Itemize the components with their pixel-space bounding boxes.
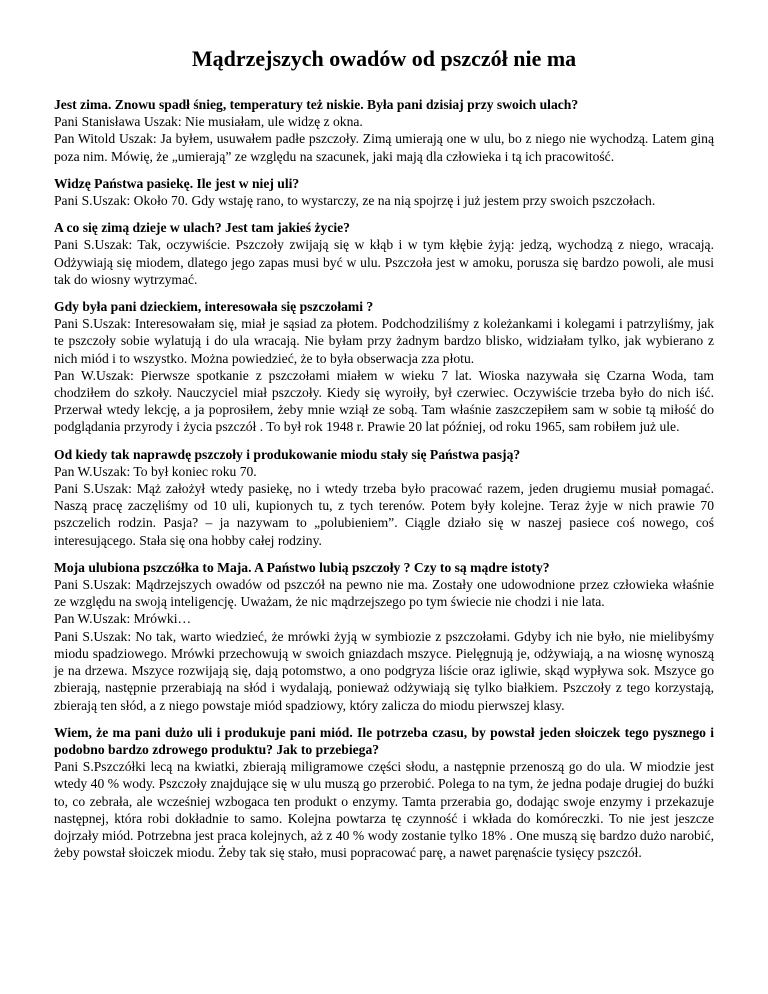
section-4 — [54, 298, 714, 436]
answer-3-1: Pani S.Uszak: Tak, oczywiście. Pszczoły zwijają się w kłąb i w tym kłębie żyją: jedzą, wychodzą z niego, wracają. Odżywiają się miodem, dlatego jego zapas musi być w ulu. Pszczoła jest w amoku, porusza się bardzo powoli, ale musi tak do wiosny wytrzymać. — [54, 237, 714, 287]
section-6 — [54, 559, 714, 714]
answer-2-1: Pani S.Uszak: Około 70. Gdy wstaję rano, to wystarczy, ze na nią spojrzę i już jestem przy swoich pszczołach. — [54, 193, 656, 209]
section-1 — [54, 96, 714, 165]
section-2 — [54, 175, 714, 209]
question-6: Moja ulubiona pszczółka to Maja. A Państwo lubią pszczoły ? Czy to są mądre istoty? — [54, 559, 550, 575]
answer-6-3: Pani S.Uszak: No tak, warto wiedzieć, że mrówki żyją w symbiozie z pszczołami. Gdyby ich nie było, nie mielibyśmy miodu spadziowego. Mrówki przechowują w swoich gniazdach mszyce. Pielęgnują je, odżywiają, a na wiosnę wynoszą je na drzewa. Mszyce rozwijają się, dają potomstwo, a ono podgryza liście oraz igliwie, skąd wypływa sok. Mszyce go zbierają, następnie przerabiają na słód i wydalają, ponieważ odżywiają się tylko białkiem. Pszczoły z tego korzystają, zbierają ten słód, a z niego powstaje miód spadziowy, który zalicza do miodu pierwszej klasy. — [54, 628, 714, 713]
answer-1-2: Pan Witold Uszak: Ja byłem, usuwałem padłe pszczoły. Zimą umierają one w ulu, bo z niego nie wychodzą. Latem giną poza nim. Mówię, że „umierają” ze względu na szacunek, jaki mają dla człowieka i tą ich pracowitość. — [54, 131, 714, 164]
section-5 — [54, 446, 714, 549]
answer-6-1: Pani S.Uszak: Mądrzejszych owadów od pszczół na pewno nie ma. Zostały one udowodnione przez człowieka właśnie ze względu na swoją inteligencję. Uważam, że nic mądrzejszego po tym świecie nie chodzi i nie lata. — [54, 577, 714, 610]
page-title: Mądrzejszych owadów od pszczół nie ma — [191, 46, 577, 71]
answer-1-1: Pani Stanisława Uszak: Nie musiałam, ule widzę z okna. — [54, 114, 363, 130]
question-4: Gdy była pani dzieckiem, interesowała się pszczołami ? — [54, 299, 374, 315]
answer-7-1: Pani S.Pszczółki lecą na kwiatki, zbierają miligramowe części słodu, a następnie przenoszą go do ula. W miodzie jest wtedy 40 % wody. Pszczoły znajdujące się w ulu muszą go przerobić. Polega to na tym, że jedna podaje drugiej do buźki to, co zebrała, ale wcześniej wzbogaca ten produkt o enzymy. Tamta przerabia go, dodając swoje enzymy i przekazuje następnej, która robi dokładnie to samo. Kolejna powtarza tę czynność i wkłada do komóreczki. To nie jest jeszcze dojrzały miód. Potrzebna jest praca kolejnych, aż z 40 % wody zostanie tylko 18% . One muszą się bardzo dużo narobić, żeby powstał słoiczek miodu. Żeby tak się stało, musi popracować parę, a nawet paręnaście tysięcy pszczół. — [54, 759, 714, 861]
question-3: A co się zimą dzieje w ulach? Jest tam jakieś życie? — [54, 220, 350, 236]
question-7: Wiem, że ma pani dużo uli i produkuje pani miód. Ile potrzeba czasu, by powstał jeden słoiczek tego pysznego i podobno bardzo zdrowego produktu? Jak to przebiega? — [54, 724, 714, 757]
section-3 — [54, 219, 714, 288]
answer-4-1: Pani S.Uszak: Interesowałam się, miał je sąsiad za płotem. Podchodziliśmy z koleżankami i kolegami i patrzyliśmy, jak te pszczoły sobie wylatują i do ula wracają. Nie byłam przy żadnym bardzo blisko, widziałam tylko, jak wybierano z nich miód i to wszystko. Można powiedzieć, że to była obserwacja zza płotu. — [54, 316, 714, 366]
question-1: Jest zima. Znowu spadł śnieg, temperatury też niskie. Była pani dzisiaj przy swoich ulach? — [54, 97, 579, 112]
answer-5-1: Pan W.Uszak: To był koniec roku 70. — [54, 463, 257, 479]
question-2: Widzę Państwa pasiekę. Ile jest w niej uli? — [54, 175, 300, 191]
answer-6-2: Pan W.Uszak: Mrówki… — [54, 611, 192, 627]
question-5: Od kiedy tak naprawdę pszczoły i produkowanie miodu stały się Państwa pasją? — [54, 446, 521, 462]
section-7 — [54, 724, 714, 862]
answer-4-2: Pan W.Uszak: Pierwsze spotkanie z pszczołami miałem w wieku 7 lat. Wioska nazywała się Czarna Woda, tam chodziłem do szkoły. Nauczyciel miał pszczoły. Kiedy się wyroiły, był czerwiec. Oczywiście trzeba było do nich iść. Przerwał wtedy lekcję, a ja poprosiłem, żeby mnie wziął ze sobą. Tam właśnie zaszczepiłem sam w sobie tą miłość do podglądania przyrody i życia pszczół . To był rok 1948 r. Prawie 20 lat później, od roku 1965, sam robiłem już ule. — [54, 367, 714, 435]
answer-5-2: Pani S.Uszak: Mąż założył wtedy pasiekę, no i wtedy trzeba było pracować razem, jeden drugiemu musiał pomagać. Naszą pracę zaczęliśmy od 10 uli, kupionych tu, z tych terenów. Potem były kolejne. Teraz żyje w nich prawie 70 pszczelich rodzin. Pasja? – ja nazywam to „polubieniem”. Ciągle działo się w naszej pasiece coś nowego, coś interesującego. Stała się ona hobby całej rodziny. — [54, 481, 714, 548]
